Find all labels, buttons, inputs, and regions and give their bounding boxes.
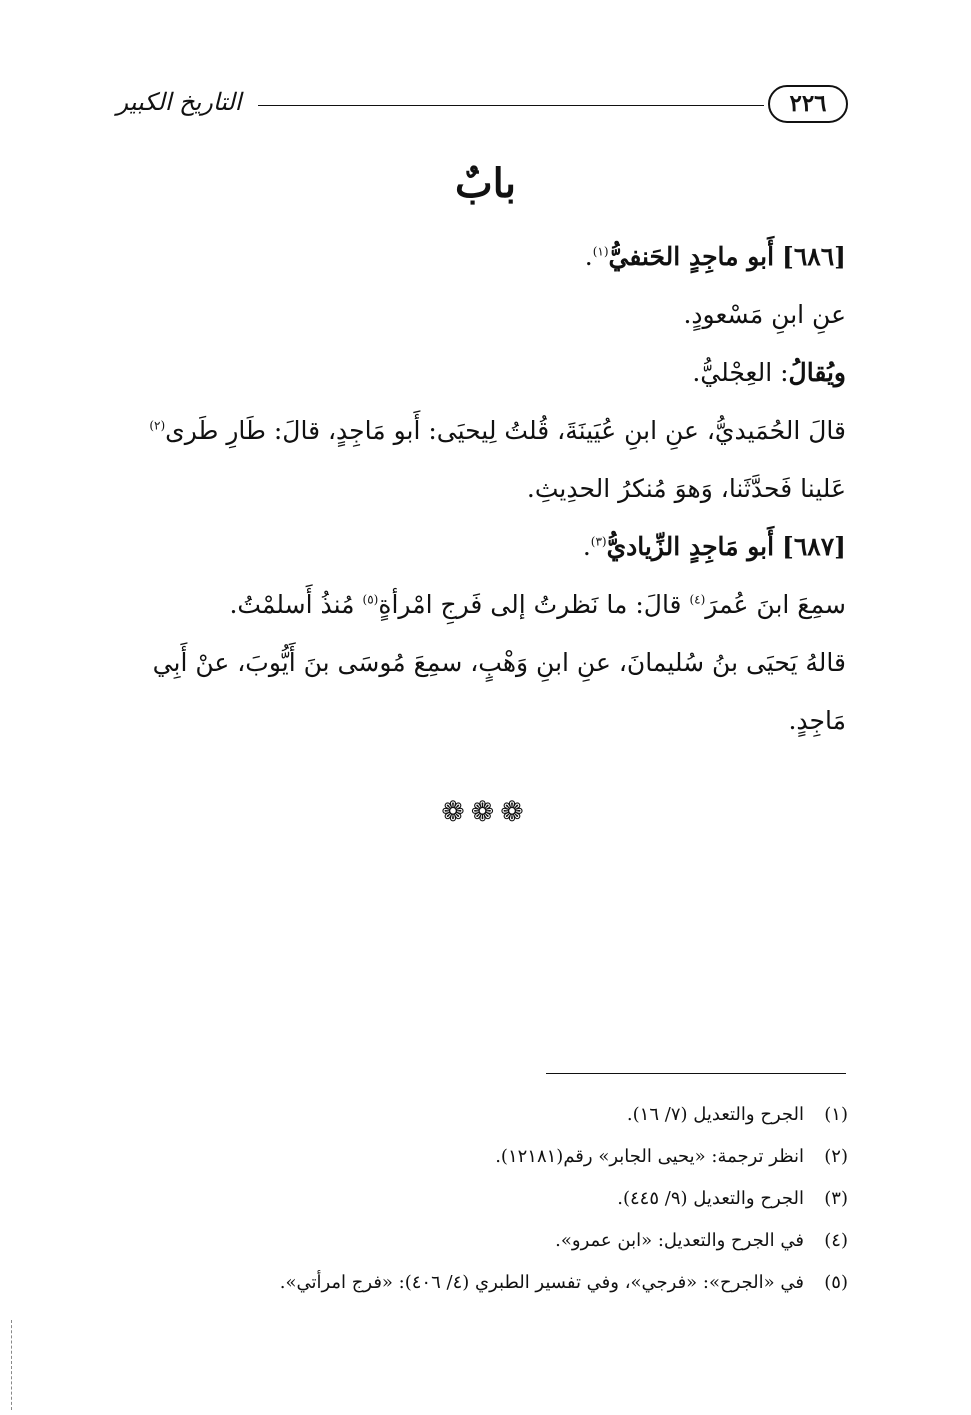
entry-686-paragraph-text: قالَ الحُمَيديُّ، عنِ ابنِ عُيَينَةَ، قُلتُ لِيحيَى: أَبو مَاجِدٍ، قالَ: طَارِ طَرى bbox=[165, 416, 846, 445]
footnote-text: انظر ترجمة: «يحيى الجابر» رقم(١٢١٨١). bbox=[495, 1146, 804, 1167]
footnotes bbox=[96, 1094, 848, 1304]
footnote-number: (٣) bbox=[824, 1188, 848, 1209]
footnote-ref-4[interactable]: (٤) bbox=[689, 592, 706, 607]
entry-686-line-3 bbox=[96, 344, 846, 402]
footnote-text: الجرح والتعديل (٩/ ٤٤٥). bbox=[617, 1188, 804, 1209]
section-ornament-icon: ❁❁❁ bbox=[441, 795, 530, 828]
entry-687-heading-end: . bbox=[582, 532, 591, 561]
footnote-divider bbox=[546, 1073, 846, 1074]
header-rule bbox=[258, 105, 764, 106]
entry-687-line-2 bbox=[96, 576, 846, 634]
entry-686-name: أَبو ماجِدٍ الحَنفيُّ bbox=[608, 242, 775, 271]
footnote-text: الجرح والتعديل (٧/ ١٦). bbox=[626, 1104, 804, 1125]
entry-687-name: أَبو مَاجِدٍ الزِّياديُّ bbox=[606, 532, 775, 561]
entry-687-line-2b: قالَ: ما نَظرتُ إلى فَرجِ امْرأةٍ bbox=[378, 590, 690, 619]
entry-686-paragraph-cont: عَلينا فَحدَّثَنا، وَهوَ مُنكرُ الحدِيثِ. bbox=[526, 474, 846, 503]
footnote-2 bbox=[96, 1136, 848, 1178]
footnote-text: في الجرح والتعديل: «ابن عمرو». bbox=[555, 1230, 804, 1251]
footnote-number: (٥) bbox=[824, 1272, 848, 1293]
entry-686-line-2: عنِ ابنِ مَسْعودٍ. bbox=[683, 300, 846, 329]
footnote-ref-5[interactable]: (٥) bbox=[362, 592, 379, 607]
entry-686-heading bbox=[96, 228, 846, 286]
page-number: ٢٢٦ bbox=[768, 85, 848, 123]
footnote-3 bbox=[96, 1178, 848, 1220]
footnote-ref-1[interactable]: (١) bbox=[592, 244, 609, 259]
running-title: التاريخ الكبير bbox=[116, 88, 242, 116]
scan-margin-mark bbox=[11, 1320, 13, 1410]
entry-687-paragraph: قالهُ يَحيَى بنُ سُليمانَ، عنِ ابنِ وَهْبٍ، سمِعَ مُوسَى بنَ أَيُّوبَ، عنْ أَبِي bbox=[152, 648, 846, 677]
chapter-title: بابٌ bbox=[455, 160, 516, 207]
entry-687-line-2c: مُنذُ أَسلمْتُ. bbox=[229, 590, 363, 619]
entry-686-alt-label: ويُقالُ bbox=[788, 358, 846, 387]
entry-687-heading bbox=[96, 518, 846, 576]
footnote-number: (١) bbox=[824, 1104, 848, 1125]
entry-687-number: [٦٨٧] bbox=[782, 532, 846, 561]
entry-686-paragraph bbox=[96, 402, 846, 460]
footnote-ref-2[interactable]: (٢) bbox=[149, 418, 166, 433]
footnote-5 bbox=[96, 1262, 848, 1304]
entry-686-heading-end: . bbox=[584, 242, 593, 271]
footnote-ref-3[interactable]: (٣) bbox=[590, 534, 607, 549]
footnote-number: (٤) bbox=[824, 1230, 848, 1251]
footnote-4 bbox=[96, 1220, 848, 1262]
footnote-1 bbox=[96, 1094, 848, 1136]
entry-686-alt-name: : العِجْليُّ. bbox=[692, 358, 789, 387]
page-header bbox=[100, 82, 848, 128]
entry-687-line-2a: سمِعَ ابنَ عُمرَ bbox=[705, 590, 846, 619]
entry-686-number: [٦٨٦] bbox=[782, 242, 846, 271]
entry-687-paragraph-cont: مَاجِدٍ. bbox=[788, 706, 846, 735]
main-text bbox=[96, 228, 846, 750]
footnote-number: (٢) bbox=[824, 1146, 848, 1167]
footnote-text: في «الجرح»: «فرجي»، وفي تفسير الطبري (٤/ ٤٠٦): «فرج امرأتي». bbox=[279, 1272, 804, 1293]
